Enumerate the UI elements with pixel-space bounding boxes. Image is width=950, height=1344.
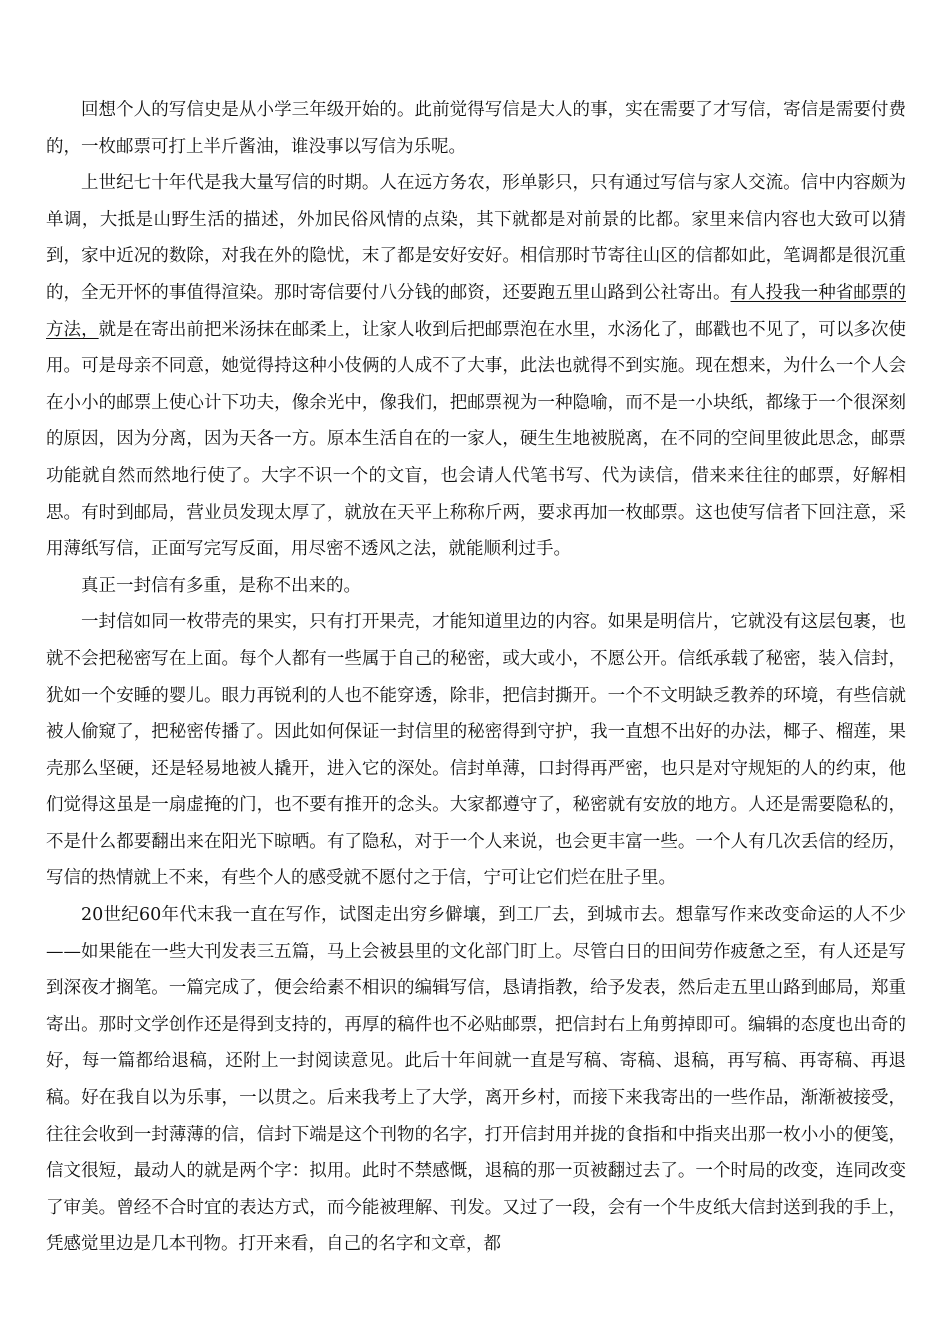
underlined-sentence: 有人投我一种省邮票的方法，	[46, 282, 906, 340]
paragraph-2-text-before: 上世纪七十年代是我大量写信的时期。人在远方务农，形单影只，只有通过写信与家人交流。信中内容颇为单调，大抵是山野生活的描述，外加民俗风情的点染，其下就都是对前景的比都。家里来信内容也大致可以猜到，家中近况的数除，对我在外的隐忧，末了都是安好安好。相信那时节寄往山区的信都如此，笔调都是很沉重的，全无开怀的事值得渲染。那时寄信要付八分钱的邮资，还要跑五里山路到公社寄出。	[46, 173, 906, 303]
paragraph-1: 回想个人的写信史是从小学三年级开始的。此前觉得写信是大人的事，实在需要了才写信，寄信是需要付费的，一枚邮票可打上半斤酱油，谁没事以写信为乐呢。	[46, 100, 906, 157]
paragraph-2	[46, 165, 906, 568]
paragraph-5: 20世纪60年代末我一直在写作，试图走出穷乡僻壤，到工厂去，到城市去。想靠写作来改变命运的人不少——如果能在一些大刊发表三五篇，马上会被县里的文化部门盯上。尽管白日的田间劳作疲惫之至，有人还是写到深夜才搁笔。一篇完成了，便会给素不相识的编辑写信，恳请指教，给予发表，然后走五里山路到邮局，郑重寄出。那时文学创作还是得到支持的，再厚的稿件也不必贴邮票，把信封右上角剪掉即可。编辑的态度也出奇的好，每一篇都给退稿，还附上一封阅读意见。此后十年间就一直是写稿、寄稿、退稿，再写稿、再寄稿、再退稿。好在我自以为乐事，一以贯之。后来我考上了大学，离开乡村，而接下来我寄出的一些作品，渐渐被接受，往往会收到一封薄薄的信，信封下端是这个刊物的名字，打开信封用并拢的食指和中指夹出那一枚小小的便笺，信文很短，最动人的就是两个字：拟用。此时不禁感慨，退稿的那一页被翻过去了。一个时局的改变，连同改变了审美。曾经不合时宜的表达方式，而今能被理解、刊发。又过了一段，会有一个牛皮纸大信封送到我的手上，凭感觉里边是几本刊物。打开来看，自己的名字和文章，都	[46, 905, 906, 1255]
paragraph-2-text-after: 就是在寄出前把米汤抹在邮柔上，让家人收到后把邮票泡在水里，水汤化了，邮戳也不见了，可以多次使用。可是母亲不同意，她觉得持这种小伎俩的人成不了大事，此法也就得不到实施。现在想来，为什么一个人会在小小的邮票上使心计下功夫，像余光中，像我们，把邮票视为一种隐喻，而不是一小块纸，都缘于一个很深刻的原因，因为分离，因为天各一方。原本生活自在的一家人，硬生生地被脱离，在不同的空间里彼此思念，邮票功能就自然而然地行使了。大字不识一个的文盲，也会请人代笔书写、代为读信，借来来往往的邮票，好解相思。有时到邮局，营业员发现太厚了，就放在天平上称称斤两，要求再加一枚邮票。这也使写信者下回注意，采用薄纸写信，正面写完写反面，用尽密不透风之法，就能顺利过手。	[46, 319, 906, 560]
document-page	[46, 92, 906, 1263]
paragraph-4: 一封信如同一枚带壳的果实，只有打开果壳，才能知道里边的内容。如果是明信片，它就没有这层包裹，也就不会把秘密写在上面。每个人都有一些属于自己的秘密，或大或小，不愿公开。信纸承载了秘密，装入信封，犹如一个安睡的婴儿。眼力再锐利的人也不能穿透，除非，把信封撕开。一个不文明缺乏教养的环境，有些信就被人偷窥了，把秘密传播了。因此如何保证一封信里的秘密得到守护，我一直想不出好的办法，椰子、榴莲，果壳那么坚硬，还是轻易地被人撬开，进入它的深处。信封单薄，口封得再严密，也只是对守规矩的人的约束，他们觉得这虽是一扇虚掩的门，也不要有推开的念头。大家都遵守了，秘密就有安放的地方。人还是需要隐私的，不是什么都要翻出来在阳光下晾晒。有了隐私，对于一个人来说，也会更丰富一些。一个人有几次丢信的经历，写信的热情就上不来，有些个人的感受就不愿付之于信，宁可让它们烂在肚子里。	[46, 612, 906, 889]
paragraph-3: 真正一封信有多重，是称不出来的。	[81, 575, 361, 596]
